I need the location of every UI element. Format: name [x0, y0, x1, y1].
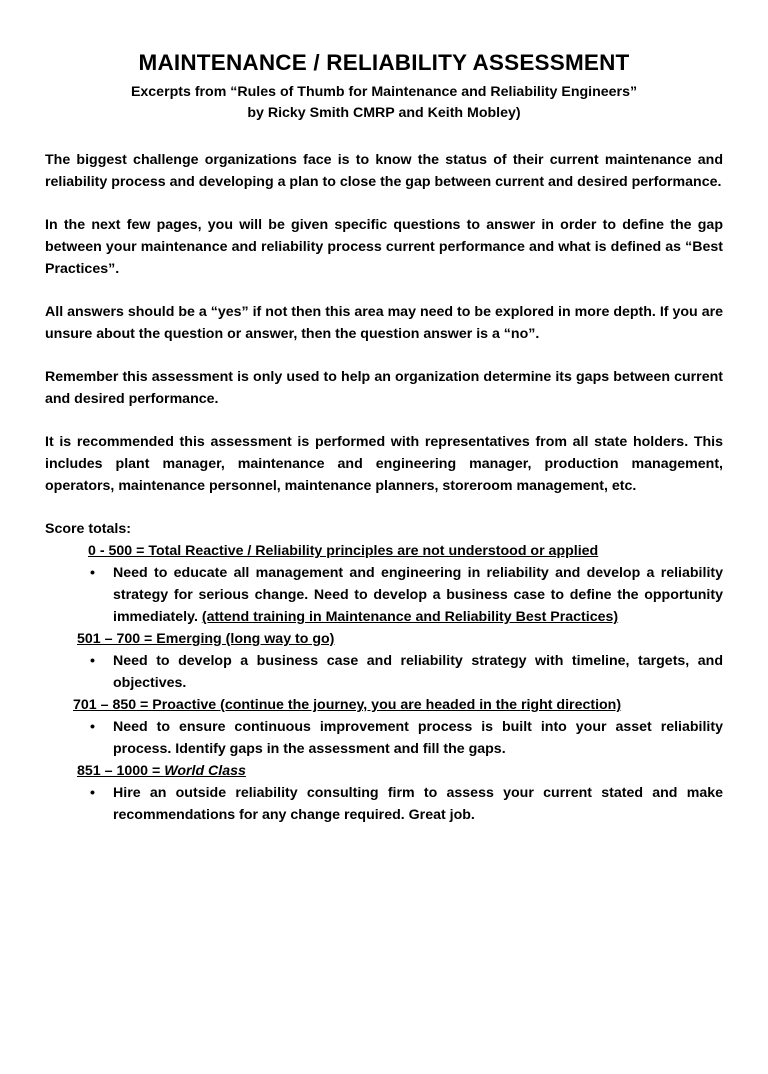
tier-heading: 701 – 850 = Proactive (continue the journey, you are headed in the right direction): [73, 697, 622, 713]
bullet-text: Need to educate all management and engineering in reliability and develop a reliability strategy for serious change. Need to develop a business case to define the opportunity immediately.: [113, 565, 723, 625]
tier-bullets: [45, 716, 723, 760]
tier-bullet-item: [90, 782, 723, 826]
paragraph-questions: In the next few pages, you will be given specific questions to answer in order to define the gap between your maintenance and reliability process current performance and what is defined as “Best Practices”.: [45, 217, 723, 277]
tier-bullets: [45, 650, 723, 694]
tier-heading: [45, 760, 723, 782]
bullet-icon: •: [90, 653, 95, 669]
bullet-icon: •: [90, 565, 95, 581]
tier-bullets: [45, 562, 723, 628]
bullet-text: Need to develop a business case and reliability strategy with timeline, targets, and objectives.: [113, 653, 723, 691]
score-tier-emerging: [45, 628, 723, 694]
tier-bullet-item: [90, 716, 723, 760]
score-tier-world-class: [45, 760, 723, 826]
tier-heading-italic: World Class: [164, 763, 246, 779]
bullet-icon: •: [90, 719, 95, 735]
score-tier-reactive: [45, 540, 723, 628]
score-tier-proactive: [45, 694, 723, 760]
document-subtitle: [45, 82, 723, 124]
tier-heading: 0 - 500 = Total Reactive / Reliability principles are not understood or applied: [88, 543, 599, 559]
paragraph-purpose: Remember this assessment is only used to help an organization determine its gaps between current and desired performance.: [45, 369, 723, 407]
subtitle-line-1: Excerpts from “Rules of Thumb for Maintenance and Reliability Engineers”: [130, 84, 638, 100]
paragraph-answers: All answers should be a “yes” if not then this area may need to be explored in more depth. If you are unsure about the question or answer, then the question answer is a “no”.: [45, 304, 723, 342]
tier-bullet-item: [90, 562, 723, 628]
score-totals-label: Score totals:: [45, 521, 131, 537]
paragraph-participants: It is recommended this assessment is performed with representatives from all state holders. This includes plant manager, maintenance and engineering manager, production management, operators, maintenance personnel, maintenance planners, storeroom management, etc.: [45, 434, 723, 494]
paragraph-intro: The biggest challenge organizations face is to know the status of their current maintenance and reliability process and developing a plan to close the gap between current and desired performance.: [45, 152, 723, 190]
subtitle-line-2: by Ricky Smith CMRP and Keith Mobley): [247, 105, 521, 121]
bullet-text-underlined: (attend training in Maintenance and Reliability Best Practices): [201, 609, 619, 625]
tier-heading-prefix: 851 – 1000 =: [77, 763, 165, 779]
document-page: [0, 50, 768, 1074]
document-title: MAINTENANCE / RELIABILITY ASSESSMENT: [138, 50, 630, 75]
bullet-icon: •: [90, 785, 95, 801]
tier-bullets: [45, 782, 723, 826]
bullet-text: Hire an outside reliability consulting firm to assess your current stated and make recommendations for any change required. Great job.: [113, 785, 723, 823]
bullet-text: Need to ensure continuous improvement process is built into your asset reliability process. Identify gaps in the assessment and fill the gaps.: [113, 719, 723, 757]
tier-heading: 501 – 700 = Emerging (long way to go): [77, 631, 335, 647]
tier-bullet-item: [90, 650, 723, 694]
